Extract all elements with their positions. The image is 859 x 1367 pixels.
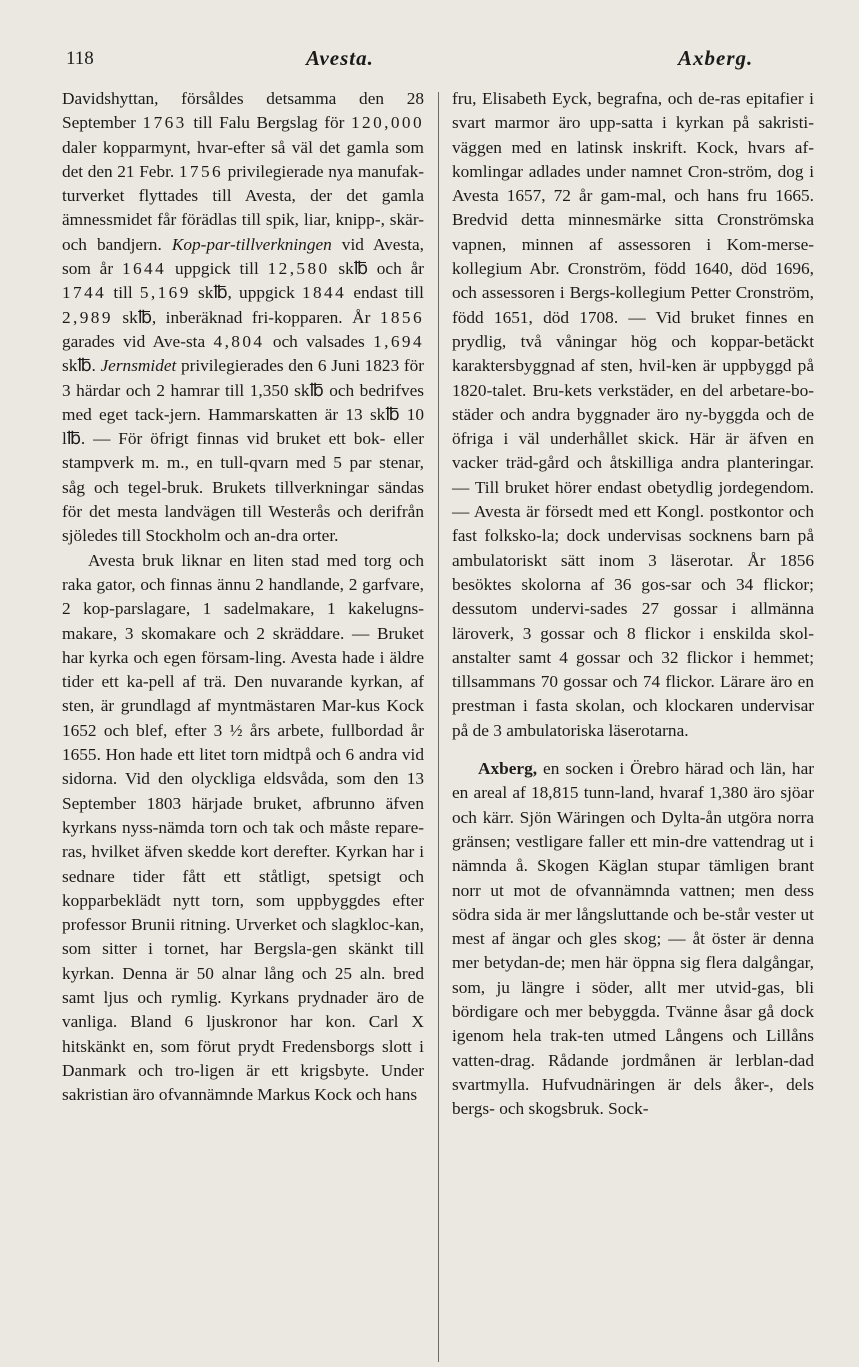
- column-divider: [438, 92, 439, 1362]
- right-running-title: Axberg.: [678, 46, 754, 70]
- paragraph-axberg: Axberg, en socken i Örebro härad och län, har en areal af 18,815 tunn-land, hvaraf 1,380 äro sjöar och kärr. Sjön Wäringen och Dylta-ån utgöra norra gränsen; vestligare faller ett min-dre vattendrag ut i nämnda å. Skogen Käglan stupar tämligen brant norr ut mot de ofvannämnda vattnen; men dess södra sida är mer långsluttande och be-står vester ut mest af ängar och gles skog; — åt öster är denna mer betydan-de; men här öppna sig flera dalgångar, som, ju längre i söder, allt mer utvid-gas, bli bördigare och mer bebyggda. Tvänne åsar gå dock igenom hela trak-ten utmed Långens och Lillåns vatten-drag. Rådande jordmånen är lerblan-dad svartmylla. Hufvudnäringen är dels åker-, dels bergs- och skogsbruk. Sock-: [452, 759, 814, 1119]
- right-column: [452, 87, 814, 1121]
- running-header: [66, 48, 836, 88]
- page-number: 118: [66, 48, 94, 69]
- entry-headword: Axberg,: [478, 759, 538, 779]
- paragraph-avesta-town: Avesta bruk liknar en liten stad med torg och raka gator, och finnas ännu 2 handlande, 2 garfvare, 2 kop-parslagare, 1 sadelmakare, 1 kakelugns-makare, 3 skomakare och 2 skräddare. — Bruket har kyrka och egen försam-ling. Avesta hade i äldre tider ett ka-pell af trä. Den nuvarande kyrkan, af sten, är grundlagd af myntmästaren Mar-kus Kock 1652 och blef, efter 3 ½ års arbete, fullbordad år 1655. Hon hade ett litet torn midtpå och 6 andra vid sidorna. Vid den olyckliga eldsvåda, som den 13 September 1803 härjade bruket, afbrunno äfven kyrkans nyss-nämda torn och tak och måste repare-ras, hvilket äfven skedde kort derefter. Kyrkan har i sednare tider fått ett ståtligt, spetsigt och kopparbeklädt nytt torn, som uppbyggdes efter professor Brunii ritning. Urverket och slagkloc-kan, som sitter i tornet, har Bergsla-gen skänkt till kyrkan. Denna är 50 alnar lång och 25 aln. bred samt ljus och rymlig. Kyrkans prydnader äro de vanliga. Bland 6 ljuskronor har kon. Carl X hitskänkt en, som förut prydt Fredensborgs slott i Danmark och tro-ligen är ett krigsbyte. Under sakristian äro ofvannämnde Markus Kock och hans: [62, 550, 424, 1105]
- paragraph-avesta-history: Davidshyttan, försåldes detsamma den 28 September 1763 till Falu Bergslag för 120,000 daler kopparmynt, hvar-efter så väl det gamla som det den 21 Febr. 1756 privilegierade nya manufak-turverket flyttades till Avesta, der det gamla ämnessmidet får förädlas till spik, liar, knipp-, skär- och bandjern. Kop-par-tillverkningen vid Avesta, som år 1644 uppgick till 12,580 sk℔ och år 1744 till 5,169 sk℔, uppgick 1844 endast till 2,989 sk℔, inberäknad fri-kopparen. År 1856 garades vid Ave-sta 4,804 och valsades 1,694 sk℔. Jernsmidet privilegierades den 6 Juni 1823 för 3 härdar och 2 hamrar till 1,350 sk℔ och bedrifves med eget tack-jern. Hammarskatten är 13 sk℔ 10 l℔. — För öfrigt finnas vid bruket ett bok- eller stampverk m. m., en tull-qvarn med 5 par stenar, såg och tegel-bruk. Brukets tillverkningar sändas för det mesta landvägen till Westerås och derifrån sjöledes till Stockholm och an-dra orter.: [62, 89, 425, 546]
- left-running-title: Avesta.: [306, 46, 374, 70]
- left-column: [62, 87, 424, 1107]
- paragraph-avesta-church-cont: fru, Elisabeth Eyck, begrafna, och de-ras epitafier i svart marmor äro upp-satta i kyrkan på sakristi-väggen med en latinsk inskrift. Kock, hvars af-komlingar adlades under namnet Cron-ström, dog i Avesta 1657, 72 år gam-mal, och hans fru 1665. Bredvid detta minnesmärke sitta Cronströmska vapnen, minnen af assessoren i Kom-merse-kollegium Abr. Cronström, född 1640, död 1696, och assessoren i Bergs-kollegium Petter Cronström, född 1651, död 1708. — Vid bruket finnes en prydlig, två våningar hög och koppar-betäckt karaktersbyggnad af sten, hvil-ken är uppbyggd på 1820-talet. Bru-kets verkstäder, en del arbetare-bo-städer och andra byggnader äro ny-byggda och de öfriga i väl underhållet skick. Här är äfven en vacker träd-gård och åtskilliga andra planteringar. — Till bruket hörer endast obetydlig jordegendom. — Avesta är försedt med ett Kongl. postkontor och fast folksko-la; dock undervisas socknens barn på ambulatoriskt sätt inom 3 läserotar. År 1856 besöktes skolorna af 36 gos-sar och 34 flickor; dessutom undervi-sades 27 gossar i allmänna läroverk, 3 gossar och 8 flickor i enskilda skol-anstalter samt 4 gossar och 32 flickor i hemmet; tillsammans 70 gossar och 74 flickor. Lärare äro en prestman i fasta skolan, och klockaren undervisar på de 3 ambulatoriska läserotarna.: [452, 89, 814, 740]
